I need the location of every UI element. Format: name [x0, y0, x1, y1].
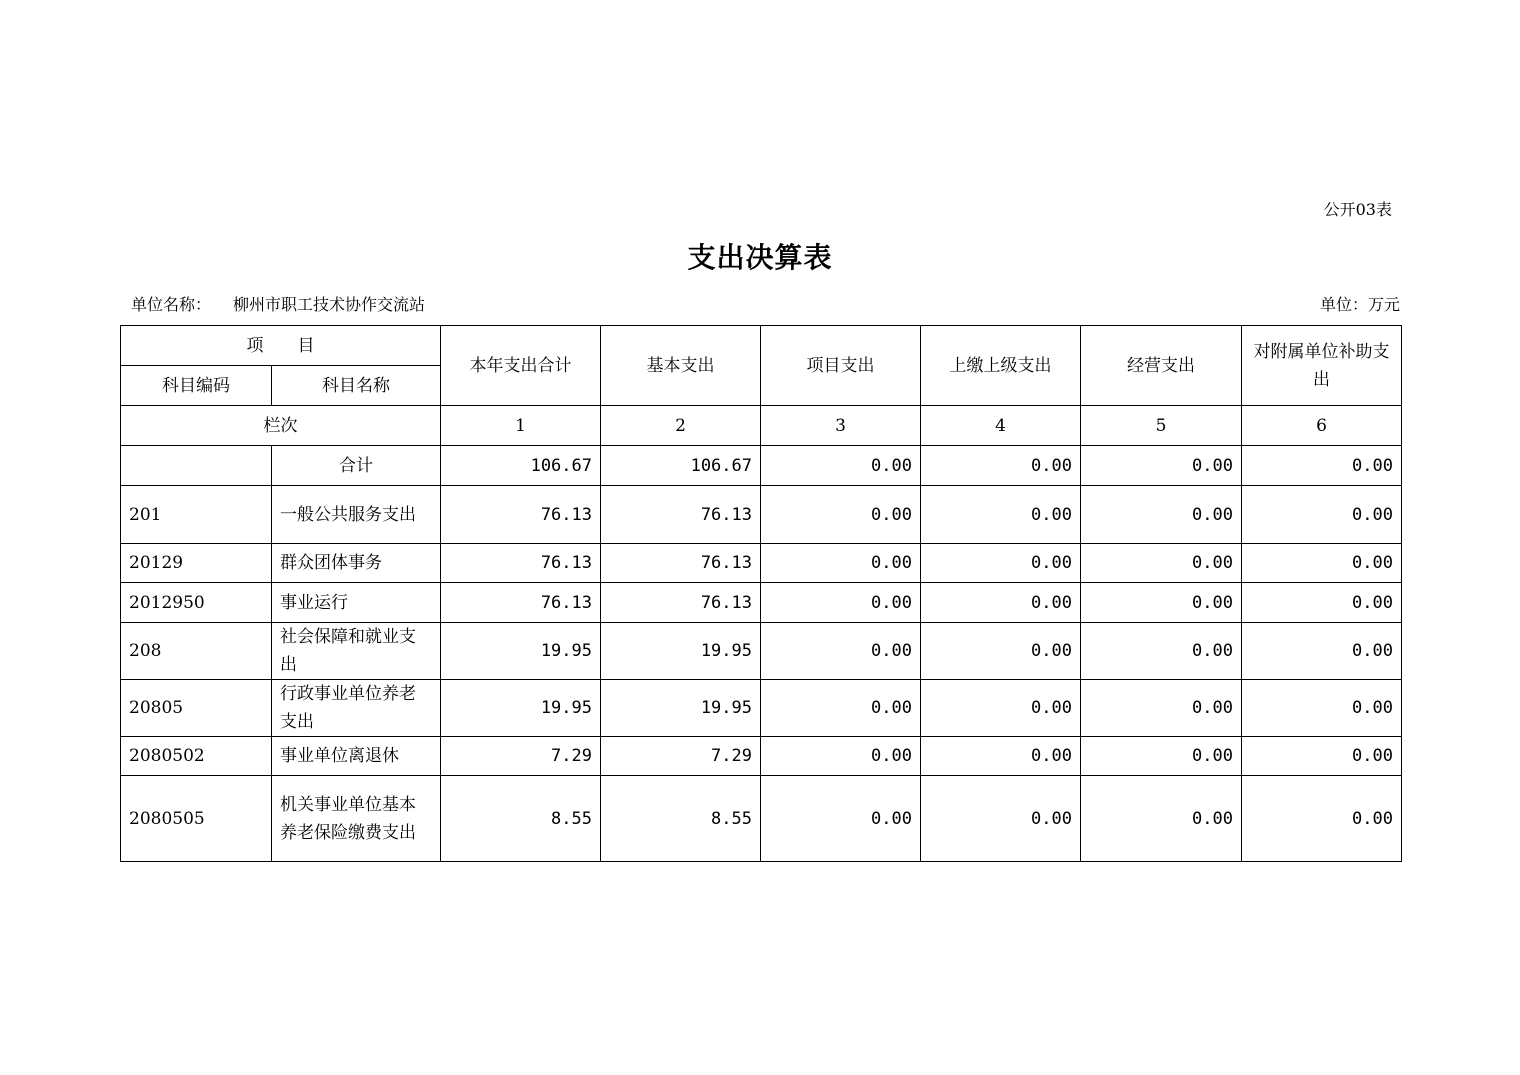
header-total: 本年支出合计 — [441, 326, 601, 406]
header-row-1 — [121, 326, 1402, 366]
total-value: 106.67 — [441, 446, 601, 486]
column-index: 3 — [761, 406, 921, 446]
subject-name: 事业单位离退休 — [272, 737, 441, 776]
report-meta — [131, 293, 1400, 317]
currency-unit: 单位：万元 — [1319, 295, 1400, 314]
total-label: 合计 — [272, 446, 441, 486]
total-value: 106.67 — [601, 446, 761, 486]
amount-cell: 0.00 — [1242, 776, 1402, 862]
header-project: 项 目 — [121, 326, 441, 366]
amount-cell: 0.00 — [761, 680, 921, 737]
amount-cell: 0.00 — [761, 583, 921, 623]
subject-code: 2012950 — [121, 583, 272, 623]
subject-name: 机关事业单位基本养老保险缴费支出 — [272, 776, 441, 862]
amount-cell: 0.00 — [1081, 737, 1242, 776]
amount-cell: 76.13 — [601, 583, 761, 623]
amount-cell: 76.13 — [601, 544, 761, 583]
amount-cell: 0.00 — [1081, 623, 1242, 680]
amount-cell: 0.00 — [1081, 486, 1242, 544]
total-row — [121, 446, 1402, 486]
expenditure-table — [120, 325, 1402, 862]
total-value: 0.00 — [761, 446, 921, 486]
subject-name: 群众团体事务 — [272, 544, 441, 583]
amount-cell: 0.00 — [921, 583, 1081, 623]
amount-cell: 0.00 — [921, 680, 1081, 737]
subject-code: 2080502 — [121, 737, 272, 776]
header-subject-code: 科目编码 — [121, 366, 272, 406]
column-index: 4 — [921, 406, 1081, 446]
amount-cell: 0.00 — [1081, 544, 1242, 583]
subject-code: 201 — [121, 486, 272, 544]
column-index-label: 栏次 — [121, 406, 441, 446]
column-index: 1 — [441, 406, 601, 446]
subject-name: 社会保障和就业支出 — [272, 623, 441, 680]
amount-cell: 19.95 — [441, 623, 601, 680]
page-title: 支出决算表 — [687, 241, 833, 274]
amount-cell: 8.55 — [601, 776, 761, 862]
amount-cell: 0.00 — [921, 776, 1081, 862]
amount-cell: 19.95 — [601, 680, 761, 737]
table-row — [121, 776, 1402, 862]
amount-cell: 0.00 — [1242, 737, 1402, 776]
table-row — [121, 737, 1402, 776]
subject-name: 行政事业单位养老支出 — [272, 680, 441, 737]
total-value: 0.00 — [1081, 446, 1242, 486]
amount-cell: 0.00 — [921, 486, 1081, 544]
total-value: 0.00 — [1242, 446, 1402, 486]
unit-info — [131, 293, 425, 317]
header-subsidy: 对附属单位补助支出 — [1242, 326, 1402, 406]
amount-cell: 0.00 — [761, 486, 921, 544]
form-number: 公开03表 — [1323, 200, 1392, 219]
amount-cell: 0.00 — [921, 737, 1081, 776]
amount-cell: 0.00 — [761, 737, 921, 776]
subject-name: 事业运行 — [272, 583, 441, 623]
amount-cell: 19.95 — [601, 623, 761, 680]
amount-cell: 0.00 — [761, 623, 921, 680]
subject-code: 20805 — [121, 680, 272, 737]
subject-name: 一般公共服务支出 — [272, 486, 441, 544]
column-index: 6 — [1242, 406, 1402, 446]
total-value: 0.00 — [921, 446, 1081, 486]
header-project-exp: 项目支出 — [761, 326, 921, 406]
amount-cell: 76.13 — [601, 486, 761, 544]
table-row — [121, 544, 1402, 583]
subject-code: 20129 — [121, 544, 272, 583]
table-row — [121, 583, 1402, 623]
header-basic: 基本支出 — [601, 326, 761, 406]
amount-cell: 0.00 — [761, 776, 921, 862]
table-row — [121, 623, 1402, 680]
header-subject-name: 科目名称 — [272, 366, 441, 406]
unit-label: 单位名称： — [131, 295, 212, 314]
header-upper: 上缴上级支出 — [921, 326, 1081, 406]
amount-cell: 0.00 — [1081, 583, 1242, 623]
amount-cell: 0.00 — [921, 623, 1081, 680]
amount-cell: 0.00 — [1242, 583, 1402, 623]
amount-cell: 0.00 — [1242, 544, 1402, 583]
subject-code: 208 — [121, 623, 272, 680]
amount-cell: 0.00 — [1242, 680, 1402, 737]
subject-code: 2080505 — [121, 776, 272, 862]
amount-cell: 76.13 — [441, 583, 601, 623]
amount-cell: 0.00 — [1081, 680, 1242, 737]
table-row — [121, 486, 1402, 544]
amount-cell: 19.95 — [441, 680, 601, 737]
amount-cell: 0.00 — [1242, 623, 1402, 680]
amount-cell: 0.00 — [1081, 776, 1242, 862]
amount-cell: 0.00 — [761, 544, 921, 583]
amount-cell: 0.00 — [921, 544, 1081, 583]
column-index: 2 — [601, 406, 761, 446]
amount-cell: 76.13 — [441, 544, 601, 583]
unit-name: 柳州市职工技术协作交流站 — [233, 295, 426, 314]
column-index-row — [121, 406, 1402, 446]
amount-cell: 7.29 — [601, 737, 761, 776]
column-index: 5 — [1081, 406, 1242, 446]
header-business: 经营支出 — [1081, 326, 1242, 406]
amount-cell: 0.00 — [1242, 486, 1402, 544]
table-row — [121, 680, 1402, 737]
amount-cell: 8.55 — [441, 776, 601, 862]
amount-cell: 7.29 — [441, 737, 601, 776]
total-code — [121, 446, 272, 486]
amount-cell: 76.13 — [441, 486, 601, 544]
